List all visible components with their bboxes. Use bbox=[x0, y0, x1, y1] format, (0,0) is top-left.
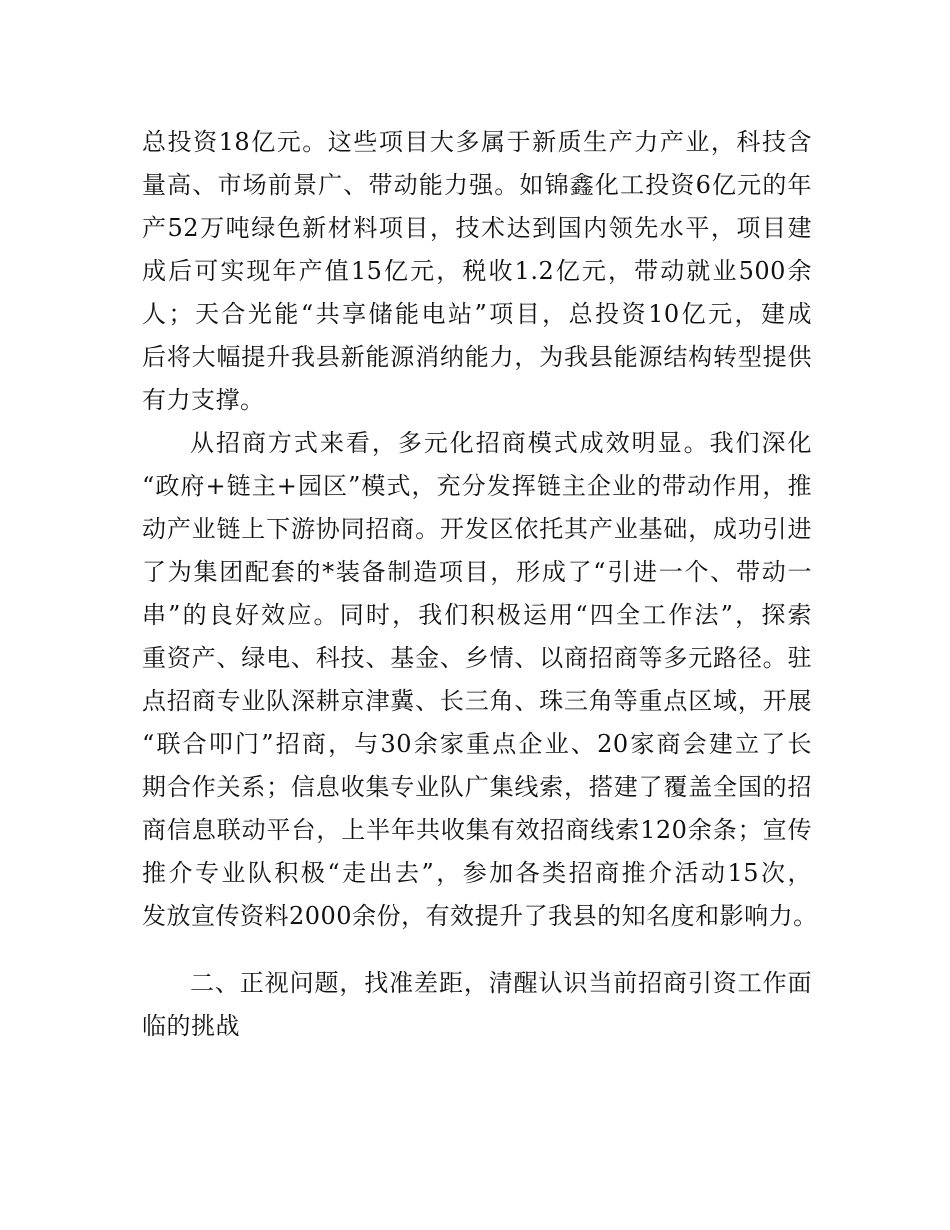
section-heading-challenges bbox=[142, 962, 812, 1048]
text-line: 重资产、绿电、科技、基金、乡情、以商招商等多元路径。驻 bbox=[142, 644, 812, 672]
text-line: 期合作关系；信息收集专业队广集线索，搭建了覆盖全国的招 bbox=[142, 773, 812, 801]
text-line: 产52万吨绿色新材料项目，技术达到国内领先水平，项目建 bbox=[142, 214, 812, 242]
text-line: 串”的良好效应。同时，我们积极运用“四全工作法”，探索 bbox=[142, 601, 812, 629]
text-line: 成后可实现年产值15亿元，税收1.2亿元，带动就业500余 bbox=[142, 257, 812, 285]
text-line: 后将大幅提升我县新能源消纳能力，为我县能源结构转型提供 bbox=[142, 343, 812, 371]
text-line: “政府+链主+园区”模式，充分发挥链主企业的带动作用，推 bbox=[142, 472, 812, 500]
text-line: 人；天合光能“共享储能电站”项目，总投资10亿元，建成 bbox=[142, 300, 812, 328]
text-line: 了为集团配套的*装备制造项目，形成了“引进一个、带动一 bbox=[142, 558, 812, 586]
text-line: “联合叩门”招商，与30余家重点企业、20家商会建立了长 bbox=[142, 730, 812, 758]
text-line: 点招商专业队深耕京津冀、长三角、珠三角等重点区域，开展 bbox=[142, 687, 812, 715]
paragraph-investment-projects bbox=[142, 121, 812, 422]
text-line: 量高、市场前景广、带动能力强。如锦鑫化工投资6亿元的年 bbox=[142, 171, 812, 199]
text-line: 发放宣传资料2000余份，有效提升了我县的知名度和影响力。 bbox=[142, 902, 818, 930]
text-line: 二、正视问题，找准差距，清醒认识当前招商引资工作面 bbox=[190, 969, 812, 997]
text-line: 从招商方式来看，多元化招商模式成效明显。我们深化 bbox=[190, 429, 812, 457]
text-line: 动产业链上下游协同招商。开发区依托其产业基础，成功引进 bbox=[142, 515, 812, 543]
paragraph-investment-methods bbox=[142, 422, 818, 938]
text-line: 有力支撑。 bbox=[142, 386, 265, 414]
text-line: 推介专业队积极“走出去”，参加各类招商推介活动15次， bbox=[142, 859, 812, 887]
text-line: 总投资18亿元。这些项目大多属于新质生产力产业，科技含 bbox=[142, 128, 812, 156]
text-line: 商信息联动平台，上半年共收集有效招商线索120余条；宣传 bbox=[142, 816, 812, 844]
text-line: 临的挑战 bbox=[142, 1012, 240, 1040]
